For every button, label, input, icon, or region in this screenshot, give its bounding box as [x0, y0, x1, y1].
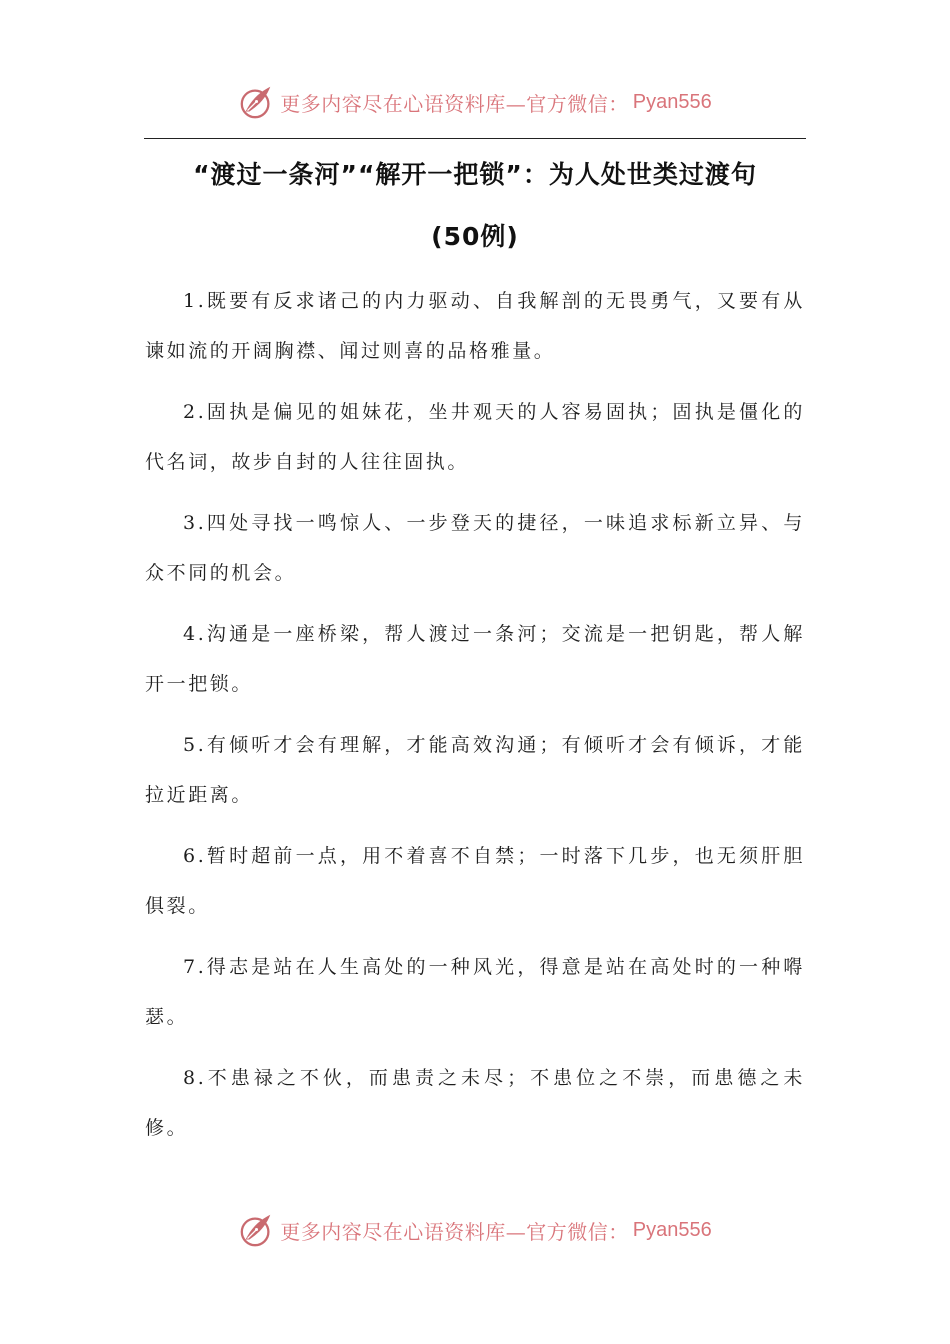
header-banner — [0, 80, 950, 124]
list-item: 7.得志是站在人生高处的一种风光，得意是站在高处时的一种嘚瑟。 — [145, 956, 805, 1028]
pen-nib-logo-icon — [238, 83, 276, 121]
pen-nib-logo-icon — [238, 1211, 276, 1249]
list-item: 6.暂时超前一点，用不着喜不自禁；一时落下几步，也无须肝胆俱裂。 — [145, 845, 805, 917]
list-item: 8.不患禄之不伙，而患责之未尽；不患位之不崇，而患德之未修。 — [145, 1067, 805, 1139]
list-item: 2.固执是偏见的姐妹花，坐井观天的人容易固执；固执是僵化的代名词，故步自封的人往往固执。 — [145, 401, 805, 473]
article-body — [145, 276, 805, 1164]
list-item: 3.四处寻找一鸣惊人、一步登天的捷径，一味追求标新立异、与众不同的机会。 — [145, 512, 805, 584]
list-item: 4.沟通是一座桥梁，帮人渡过一条河；交流是一把钥匙，帮人解开一把锁。 — [145, 623, 805, 695]
page-title: “渡过一条河”“解开一把锁”：为人处世类过渡句 — [193, 160, 757, 189]
list-item: 5.有倾听才会有理解，才能高效沟通；有倾听才会有倾诉，才能拉近距离。 — [145, 734, 805, 806]
wechat-id: Pyan556 — [632, 1218, 712, 1241]
list-item: 1.既要有反求诸己的内力驱动、自我解剖的无畏勇气，又要有从谏如流的开阔胸襟、闻过则喜的品格雅量。 — [145, 290, 805, 362]
wechat-id: Pyan556 — [632, 90, 712, 113]
banner-text: 更多内容尽在心语资料库—官方微信： — [280, 91, 629, 116]
footer-banner — [0, 1208, 950, 1252]
header-divider — [144, 138, 806, 139]
banner-text: 更多内容尽在心语资料库—官方微信： — [280, 1219, 629, 1244]
page-subtitle: (50例) — [431, 222, 519, 251]
